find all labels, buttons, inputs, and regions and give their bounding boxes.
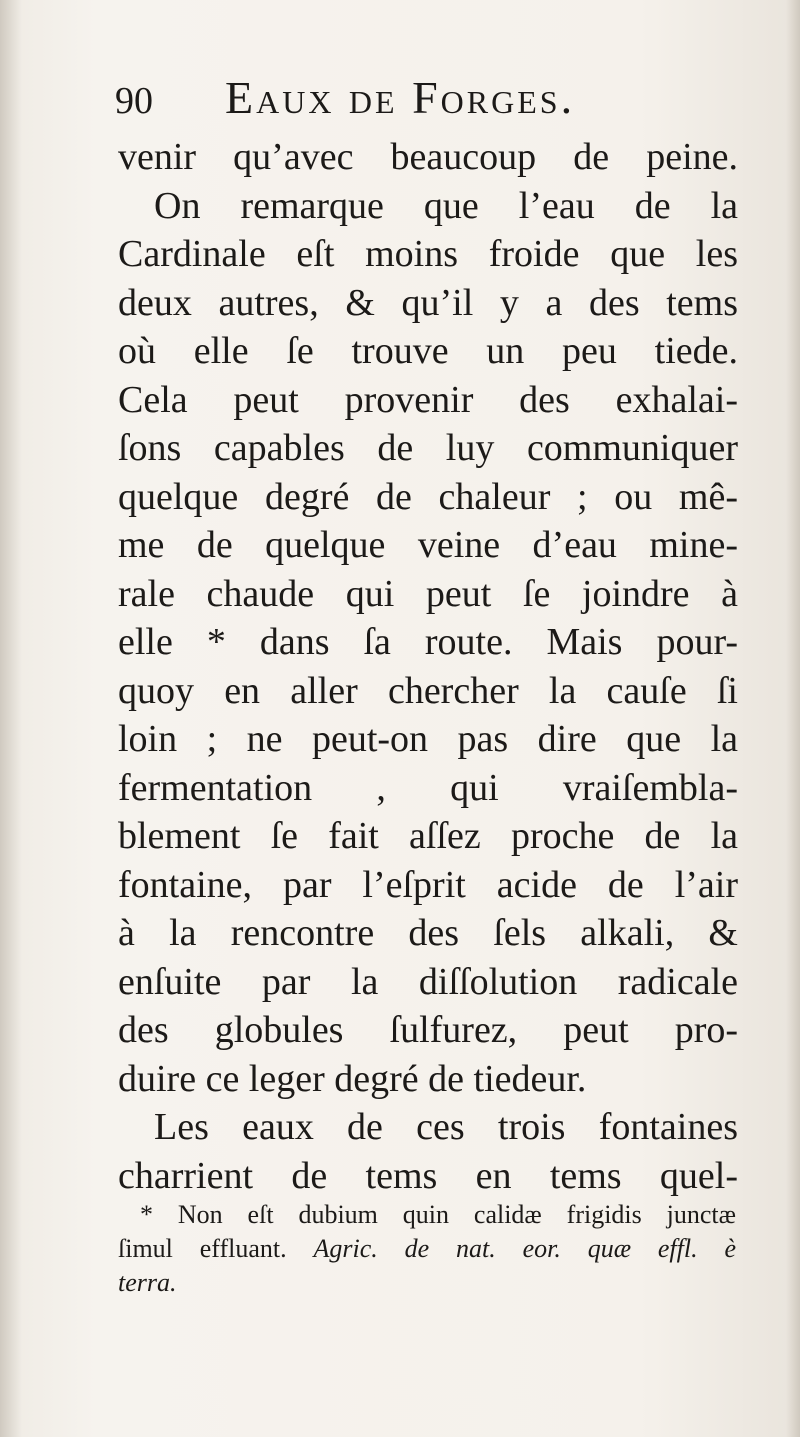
text-line: blement ſe fait aſſez proche de la <box>118 815 738 857</box>
footnote-citation: Agric. de nat. eor. quæ effl. è <box>313 1234 736 1263</box>
text-line: Cela peut provenir des exhalai- <box>118 378 738 421</box>
footnote <box>118 1198 736 1300</box>
text-line: à la rencontre des ſels alkali, & <box>118 912 738 954</box>
footnote-citation: terra. <box>118 1268 177 1297</box>
text-line: fermentation , qui vraiſembla- <box>118 766 738 809</box>
footnote-text: ſimul effluant. <box>118 1234 287 1263</box>
text-line: des globules ſulfurez, peut pro- <box>118 1009 738 1051</box>
text-line: Cardinale eſt moins froide que les <box>118 233 738 275</box>
text-line: elle * dans ſa route. Mais pour- <box>118 621 738 663</box>
text-line: deux autres, & qu’il y a des tems <box>118 281 738 324</box>
body-text <box>118 133 738 1200</box>
text-line: quoy en aller chercher la cauſe ſi <box>118 669 738 712</box>
text-line: Les eaux de ces trois fontaines <box>154 1106 738 1148</box>
running-head <box>115 70 755 130</box>
page-number: 90 <box>115 80 153 122</box>
text-line: ſons capables de luy communiquer <box>118 427 738 469</box>
text-line: loin ; ne peut-on pas dire que la <box>118 718 738 760</box>
text-line: enſuite par la diſſolution radicale <box>118 960 738 1003</box>
text-line: venir qu’avec beaucoup de peine. <box>118 136 738 178</box>
page-edge-shadow <box>786 0 800 1437</box>
text-line: On remarque que l’eau de la <box>154 184 738 227</box>
running-title: Eaux de Forges. <box>225 72 576 123</box>
footnote-line <box>118 1232 736 1266</box>
text-line: me de quelque veine d’eau mine- <box>118 524 738 566</box>
text-line: duire ce leger degré de tiedeur. <box>118 1057 587 1100</box>
gutter-shadow <box>0 0 22 1437</box>
text-line: quelque degré de chaleur ; ou mê- <box>118 475 738 518</box>
text-line: fontaine, par l’eſprit acide de l’air <box>118 863 738 906</box>
text-line: charrient de tems en tems quel- <box>118 1154 738 1197</box>
text-line: où elle ſe trouve un peu tiede. <box>118 330 738 372</box>
text-line: rale chaude qui peut ſe joindre à <box>118 572 738 615</box>
footnote-line: * Non eſt dubium quin calidæ frigidis junctæ <box>140 1200 736 1229</box>
